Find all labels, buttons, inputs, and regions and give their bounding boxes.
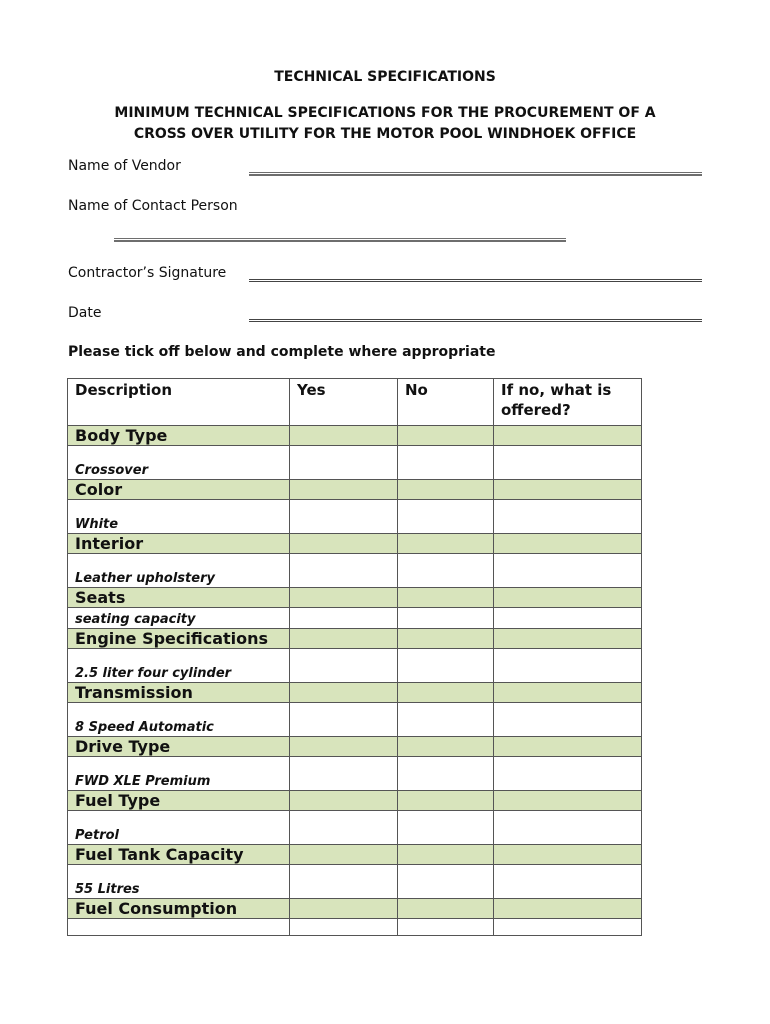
date-label: Date xyxy=(68,305,102,321)
offered-cell[interactable] xyxy=(494,919,642,936)
section-row-body-type xyxy=(68,426,642,446)
offered-cell[interactable] xyxy=(494,446,642,480)
vendor-label: Name of Vendor xyxy=(68,158,181,174)
yes-cell[interactable] xyxy=(290,446,398,480)
header-no: No xyxy=(398,379,494,426)
item-row-transmission xyxy=(68,703,642,737)
no-cell[interactable] xyxy=(398,811,494,845)
yes-cell[interactable] xyxy=(290,554,398,588)
vendor-field-line[interactable] xyxy=(249,172,702,176)
yes-cell[interactable] xyxy=(290,629,398,649)
no-cell[interactable] xyxy=(398,703,494,737)
yes-cell[interactable] xyxy=(290,811,398,845)
offered-cell[interactable] xyxy=(494,480,642,500)
section-row-drive-type xyxy=(68,737,642,757)
no-cell[interactable] xyxy=(398,426,494,446)
section-title: Body Type xyxy=(68,426,290,446)
item-row-white xyxy=(68,500,642,534)
section-title: Interior xyxy=(68,534,290,554)
no-cell[interactable] xyxy=(398,480,494,500)
item-row-fuel-consumption xyxy=(68,919,642,936)
item-label: 8 Speed Automatic xyxy=(68,703,290,737)
date-field-line[interactable] xyxy=(249,319,702,322)
offered-cell[interactable] xyxy=(494,608,642,629)
yes-cell[interactable] xyxy=(290,899,398,919)
yes-cell[interactable] xyxy=(290,683,398,703)
item-row-fuel-type xyxy=(68,811,642,845)
offered-cell[interactable] xyxy=(494,737,642,757)
yes-cell[interactable] xyxy=(290,919,398,936)
no-cell[interactable] xyxy=(398,649,494,683)
offered-cell[interactable] xyxy=(494,554,642,588)
item-label: Petrol xyxy=(68,811,290,845)
no-cell[interactable] xyxy=(398,899,494,919)
section-row-engine xyxy=(68,629,642,649)
yes-cell[interactable] xyxy=(290,588,398,608)
section-row-interior xyxy=(68,534,642,554)
yes-cell[interactable] xyxy=(290,426,398,446)
no-cell[interactable] xyxy=(398,845,494,865)
specifications-table xyxy=(67,378,642,936)
section-title: Transmission xyxy=(68,683,290,703)
item-label: Crossover xyxy=(68,446,290,480)
item-label: seating capacity xyxy=(68,608,290,629)
no-cell[interactable] xyxy=(398,791,494,811)
yes-cell[interactable] xyxy=(290,845,398,865)
offered-cell[interactable] xyxy=(494,500,642,534)
offered-cell[interactable] xyxy=(494,791,642,811)
offered-cell[interactable] xyxy=(494,588,642,608)
no-cell[interactable] xyxy=(398,608,494,629)
item-label: 2.5 liter four cylinder xyxy=(68,649,290,683)
item-row-drive-type xyxy=(68,757,642,791)
contact-person-field-line[interactable] xyxy=(114,238,566,242)
no-cell[interactable] xyxy=(398,629,494,649)
yes-cell[interactable] xyxy=(290,865,398,899)
yes-cell[interactable] xyxy=(290,791,398,811)
offered-cell[interactable] xyxy=(494,811,642,845)
instructions-text: Please tick off below and complete where appropriate xyxy=(68,344,496,360)
section-title: Fuel Consumption xyxy=(68,899,290,919)
offered-cell[interactable] xyxy=(494,703,642,737)
section-title: Fuel Type xyxy=(68,791,290,811)
no-cell[interactable] xyxy=(398,757,494,791)
no-cell[interactable] xyxy=(398,683,494,703)
signature-field-line[interactable] xyxy=(249,279,702,282)
signature-label: Contractor’s Signature xyxy=(68,265,227,281)
document-subtitle xyxy=(60,103,710,145)
yes-cell[interactable] xyxy=(290,757,398,791)
no-cell[interactable] xyxy=(398,446,494,480)
header-yes: Yes xyxy=(290,379,398,426)
offered-cell[interactable] xyxy=(494,629,642,649)
section-title: Seats xyxy=(68,588,290,608)
offered-cell[interactable] xyxy=(494,683,642,703)
item-label: 55 Litres xyxy=(68,865,290,899)
item-label: FWD XLE Premium xyxy=(68,757,290,791)
document-title: TECHNICAL SPECIFICATIONS xyxy=(274,69,496,85)
header-offered: If no, what is offered? xyxy=(494,379,642,426)
section-row-seats xyxy=(68,588,642,608)
section-row-fuel-consumption xyxy=(68,899,642,919)
section-row-transmission xyxy=(68,683,642,703)
no-cell[interactable] xyxy=(398,588,494,608)
yes-cell[interactable] xyxy=(290,703,398,737)
section-title: Fuel Tank Capacity xyxy=(68,845,290,865)
offered-cell[interactable] xyxy=(494,426,642,446)
item-row-engine xyxy=(68,649,642,683)
offered-cell[interactable] xyxy=(494,757,642,791)
no-cell[interactable] xyxy=(398,919,494,936)
contact-person-label: Name of Contact Person xyxy=(68,198,238,214)
item-row-fuel-tank xyxy=(68,865,642,899)
item-row-seating-capacity xyxy=(68,608,642,629)
subtitle-line-1: MINIMUM TECHNICAL SPECIFICATIONS FOR THE PROCUREMENT OF A xyxy=(114,105,656,121)
yes-cell[interactable] xyxy=(290,500,398,534)
no-cell[interactable] xyxy=(398,500,494,534)
section-title: Drive Type xyxy=(68,737,290,757)
section-row-fuel-type xyxy=(68,791,642,811)
offered-cell[interactable] xyxy=(494,865,642,899)
no-cell[interactable] xyxy=(398,534,494,554)
yes-cell[interactable] xyxy=(290,737,398,757)
offered-cell[interactable] xyxy=(494,899,642,919)
yes-cell[interactable] xyxy=(290,649,398,683)
section-row-color xyxy=(68,480,642,500)
item-label: Leather upholstery xyxy=(68,554,290,588)
section-title: Color xyxy=(68,480,290,500)
offered-cell[interactable] xyxy=(494,534,642,554)
subtitle-line-2: CROSS OVER UTILITY FOR THE MOTOR POOL WINDHOEK OFFICE xyxy=(133,126,637,142)
yes-cell[interactable] xyxy=(290,608,398,629)
section-title: Engine Specifications xyxy=(68,629,290,649)
offered-cell[interactable] xyxy=(494,649,642,683)
table-header-row xyxy=(68,379,642,426)
offered-cell[interactable] xyxy=(494,845,642,865)
no-cell[interactable] xyxy=(398,737,494,757)
yes-cell[interactable] xyxy=(290,480,398,500)
section-row-fuel-tank xyxy=(68,845,642,865)
item-row-crossover xyxy=(68,446,642,480)
no-cell[interactable] xyxy=(398,554,494,588)
yes-cell[interactable] xyxy=(290,534,398,554)
no-cell[interactable] xyxy=(398,865,494,899)
header-description: Description xyxy=(68,379,290,426)
item-row-leather-upholstery xyxy=(68,554,642,588)
item-label: White xyxy=(68,500,290,534)
item-label xyxy=(68,919,290,936)
